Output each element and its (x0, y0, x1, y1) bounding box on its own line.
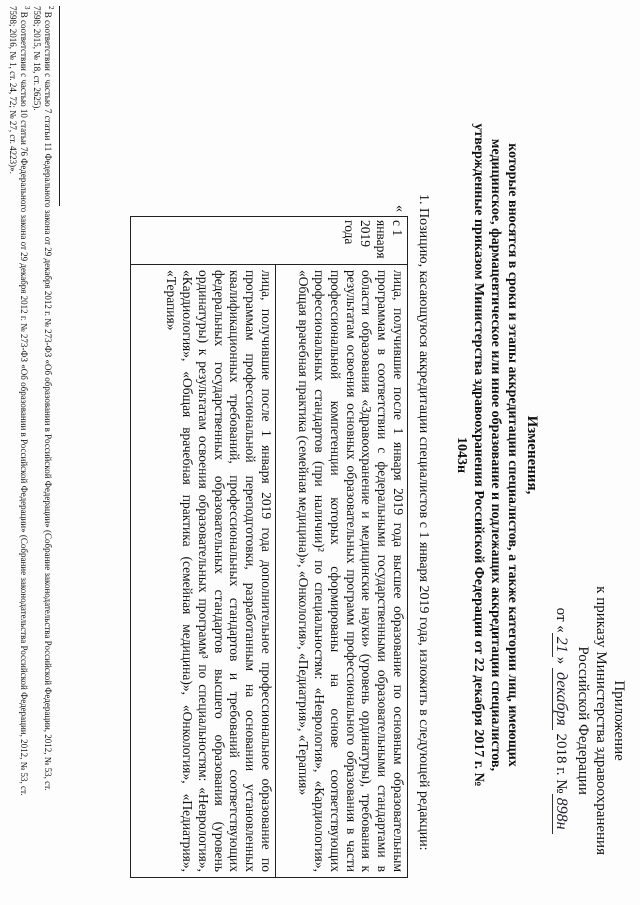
title-heading: Изменения, (524, 415, 540, 495)
footnote-3: $^3$ В соответствии с частью 10 статьи 76 Федерального закона от 29 декабря 2012 г. № 273-ФЗ «Об образовании в Российской Федерации» (Собрание законодательства Российской Федерации, 2012, № 53, ст. 7598; 2016, № 1, ст. 24, 72; № 27, ст. 4223)». (8, 6, 31, 796)
footnote-divider (59, 6, 60, 206)
intro-paragraph: 1. Позицию, касающуюся аккредитации специалистов с 1 января 2019 года, изложить в следующей редакции: (416, 194, 431, 851)
handwritten-number: 898н (552, 794, 570, 834)
table-date-cell (131, 205, 407, 265)
accreditation-table (130, 205, 408, 878)
handwritten-day: 21 (552, 633, 570, 657)
table-row: лица, получившие после 1 января 2019 года высшее образование по основным образовательным программам в соответствии с федеральными государственными образовательными стандартами в области образования «Здравоохранение и медицинские науки» (уровень ординатуры), требования к результатам освоения основных образовательных программ профессионального образования в части профессиональной компетенции которых сформированы на основе соответствующих профессиональных стандартов (при наличии)² по специальностям: «Неврология», «Кардиология», «Общая врачебная практика (семейная медицина)», «Онкология», «Педиатрия», «Терапия» (275, 265, 407, 877)
handwritten-month: декабря (552, 668, 570, 730)
title-body: которые вносятся в сроки и этапы аккредитации специалистов, а также категории лиц, имеющих медицинское, фармацевтическое или иное образование и подлежащих аккредитации специалистов, утвержденные приказом Министерства здравоохранения Российской Федерации от 22 декабря 2017 г. № 1043н (454, 123, 520, 787)
open-quote: « (392, 205, 407, 212)
document-title (453, 110, 540, 800)
appendix-date-line: от «21» декабря 2018 г. №898н (552, 586, 570, 855)
appendix-federation-line: Российской Федерации (575, 646, 591, 795)
table-row: лица, получившие после 1 января 2019 года дополнительное профессиональное образование по программам профессиональной переподготовки, разработанным на основании установленных квалификационных требований, профессиональных стандартов и требований соответствующих федеральных государственных образовательных стандартов высшего образования (уровень ординатуры) к результатам освоения образовательных программ³ по специальностям: «Неврология», «Кардиология», «Общая врачебная практика (семейная медицина)», «Онкология», «Педиатрия», «Терапия» (164, 270, 274, 872)
date-cell-text: с 1 января 2019 года (342, 220, 405, 259)
footnote-2: $^2$ В соответствии с частью 7 статьи 11 Федерального закона от 29 декабря 2012 г. № 273-ФЗ «Об образовании в Российской Федерации» (Собрание законодательства Российской Федерации, 2012, № 53, ст. 7598; 2015, № 18, ст. 2625). (32, 6, 55, 791)
appendix-header (552, 586, 628, 855)
appendix-order-line: к приказу Министерства здравоохранения (593, 586, 609, 855)
appendix-label: Приложение (611, 680, 627, 761)
